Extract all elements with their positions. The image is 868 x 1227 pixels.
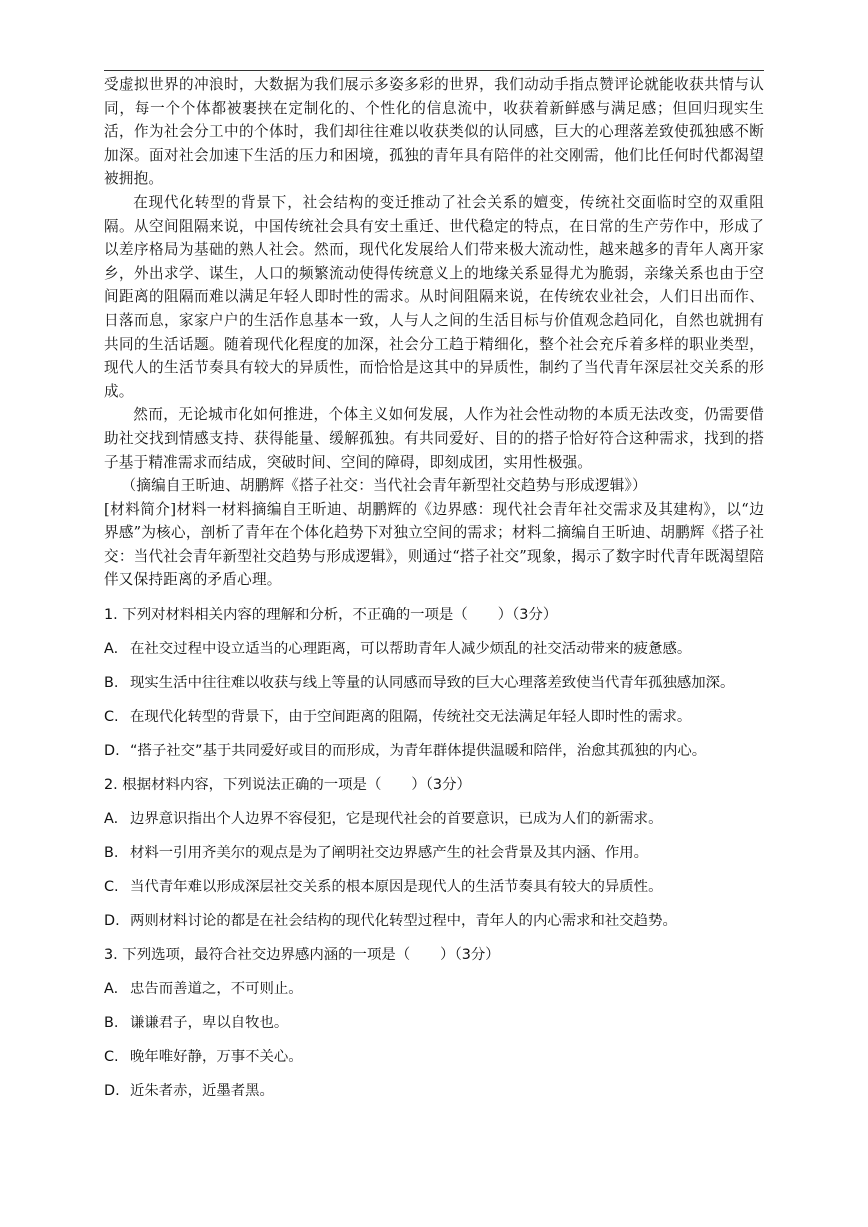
question-score: ）（3分） [497,607,558,624]
option-text: 在现代化转型的背景下，由于空间距离的阻隔，传统社交无法满足年轻人即时性的需求。 [130,709,692,726]
option-a [104,976,764,1010]
top-rule-divider [104,70,764,71]
option-text: 谦谦君子，卑以自牧也。 [130,1015,289,1032]
question-stem-text: 2. 根据材料内容，下列说法正确的一项是（ [104,777,382,794]
option-text: 晚年唯好静，万事不关心。 [130,1049,303,1066]
option-letter: D. [104,743,120,760]
question-stem-text: 1. 下列对材料相关内容的理解和分析，不正确的一项是（ [104,607,468,624]
option-c [104,704,764,738]
option-letter: B. [104,845,119,862]
option-d [104,908,764,942]
option-letter: A. [104,981,119,998]
question-1 [104,602,764,772]
passage-paragraph-modernization: 在现代化转型的背景下，社会结构的变迁推动了社会关系的嬗变，传统社交面临时空的双重阻隔。从空间阻隔来说，中国传统社会具有安土重迁、世代稳定的特点，在日常的生产劳作中，形成了以差序格局为基础的熟人社会。然而，现代化发展给人们带来极大流动性，越来越多的青年人离开家乡，外出求学、谋生，人口的频繁流动使得传统意义上的地缘关系显得尤为脆弱，亲缘关系也由于空间距离的阻隔而难以满足年轻人即时性的需求。从时间阻隔来说，在传统农业社会，人们日出而作、日落而息，家家户户的生活作息基本一致，人与人之间的生活目标与价值观念趋同化，自然也就拥有共同的生活话题。随着现代化程度的加深，社会分工趋于精细化，整个社会充斥着多样的职业类型，现代人的生活节奏具有较大的异质性，而恰恰是这其中的异质性，制约了当代青年深层社交关系的形成。 [104,193,764,400]
passage-paragraph-however: 然而，无论城市化如何推进，个体主义如何发展，人作为社会性动物的本质无法改变，仍需要借助社交找到情感支持、获得能量、缓解孤独。有共同爱好、目的的搭子恰好符合这种需求，找到的搭子基于精准需求而结成，突破时间、空间的障碍，即刻成团，实用性极强。 [104,406,764,471]
question-stem [104,602,764,636]
option-b [104,670,764,704]
material-introduction: [材料简介]材料一材料摘编自王昕迪、胡鹏辉的《边界感：现代社会青年社交需求及其建构》，以“边界感”为核心，剖析了青年在个体化趋势下对独立空间的需求；材料二摘编自王昕迪、胡鹏辉《搭子社交：当代社会青年新型社交趋势与形成逻辑》，则通过“搭子社交”现象，揭示了数字时代青年既渴望陪伴又保持距离的矛盾心理。 [104,500,764,589]
option-c [104,1044,764,1078]
question-stem [104,772,764,806]
option-letter: C. [104,879,119,896]
passage-source-citation: （摘编自王昕迪、胡鹏辉《搭子社交：当代社会青年新型社交趋势与形成逻辑》） [121,477,647,495]
option-a [104,636,764,670]
passage-paragraph-continued: 受虚拟世界的冲浪时，大数据为我们展示多姿多彩的世界，我们动动手指点赞评论就能收获共情与认同，每一个个体都被裹挟在定制化的、个性化的信息流中，收获着新鲜感与满足感；但回归现实生活，作为社会分工中的个体时，我们却往往难以收获类似的认同感，巨大的心理落差致使孤独感不断加深。面对社会加速下生活的压力和困境，孤独的青年具有陪伴的社交刚需，他们比任何时代都渴望被拥抱。 [104,76,764,188]
question-stem-text: 3. 下列选项，最符合社交边界感内涵的一项是（ [104,947,411,964]
option-c [104,874,764,908]
option-letter: C. [104,709,119,726]
option-letter: D. [104,913,120,930]
option-text: 近朱者赤，近墨者黑。 [130,1083,274,1100]
option-letter: B. [104,1015,119,1032]
option-letter: B. [104,675,119,692]
option-letter: C. [104,1049,119,1066]
option-text: 当代青年难以形成深层社交关系的根本原因是现代人的生活节奏具有较大的异质性。 [130,879,663,896]
question-score: ）（3分） [440,947,500,964]
question-3 [104,942,764,1112]
option-text: 边界意识指出个人边界不容侵犯，它是现代社会的首要意识，已成为人们的新需求。 [130,811,663,828]
option-text: 在社交过程中设立适当的心理距离，可以帮助青年人减少烦乱的社交活动带来的疲惫感。 [130,641,692,658]
option-b [104,1010,764,1044]
option-text: “搭子社交”基于共同爱好或目的而形成，为青年群体提供温暖和陪伴，治愈其孤独的内心。 [130,743,707,760]
option-text: 忠告而善道之，不可则止。 [130,981,303,998]
option-letter: A. [104,641,119,658]
question-2 [104,772,764,942]
option-text: 材料一引用齐美尔的观点是为了阐明社交边界感产生的社会背景及其内涵、作用。 [130,845,649,862]
document-page [104,70,764,1112]
option-letter: D. [104,1083,120,1100]
option-b [104,840,764,874]
reading-passage [104,73,764,592]
option-d [104,738,764,772]
option-d [104,1078,764,1112]
question-stem [104,942,764,976]
option-text: 两则材料讨论的都是在社会结构的现代化转型过程中，青年人的内心需求和社交趋势。 [130,913,677,930]
question-list [104,602,764,1112]
question-score: ）（3分） [411,777,471,794]
option-a [104,806,764,840]
option-text: 现实生活中往往难以收获与线上等量的认同感而导致的巨大心理落差致使当代青年孤独感加深。 [130,675,735,692]
option-letter: A. [104,811,119,828]
